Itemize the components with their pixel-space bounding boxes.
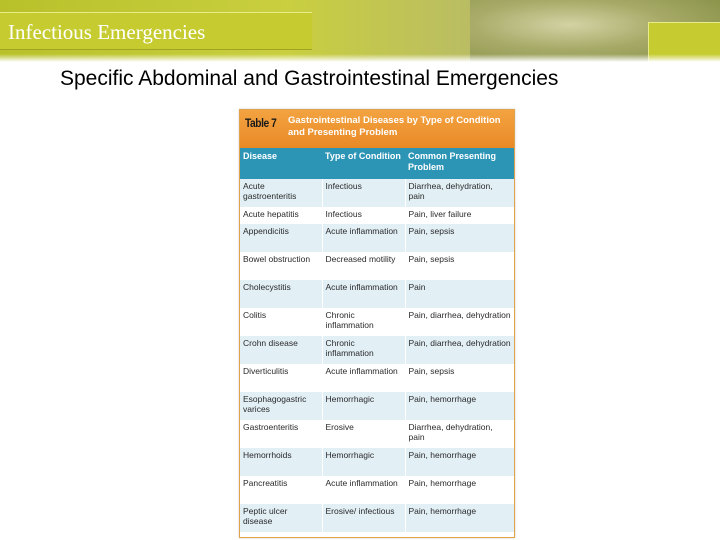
table-row <box>240 207 514 224</box>
cell-disease: Gastroenteritis <box>240 420 322 448</box>
column-header-row <box>240 148 514 179</box>
table-number: Table 7 <box>245 116 277 130</box>
cell-type: Decreased motility <box>322 252 405 280</box>
cell-problem: Pain, sepsis <box>405 224 514 252</box>
cell-type: Acute inflammation <box>322 364 405 392</box>
table-body <box>240 179 514 532</box>
cell-disease: Appendicitis <box>240 224 322 252</box>
table-row <box>240 476 514 504</box>
table-row <box>240 224 514 252</box>
cell-disease: Pancreatitis <box>240 476 322 504</box>
cell-problem: Pain, diarrhea, dehydration <box>405 336 514 364</box>
cell-problem: Diarrhea, dehydration, pain <box>405 420 514 448</box>
table-row <box>240 364 514 392</box>
cell-problem: Pain, liver failure <box>405 207 514 224</box>
banner-fade <box>0 54 720 62</box>
table-row <box>240 336 514 364</box>
cell-type: Erosive <box>322 420 405 448</box>
table-row <box>240 179 514 207</box>
table-row <box>240 280 514 308</box>
slide-subtitle: Specific Abdominal and Gastrointestinal Emergencies <box>60 67 559 90</box>
cell-type: Acute inflammation <box>322 224 405 252</box>
cell-disease: Cholecystitis <box>240 280 322 308</box>
table-row <box>240 448 514 476</box>
cell-problem: Pain, hemorrhage <box>405 448 514 476</box>
cell-type: Erosive/ infectious <box>322 504 405 532</box>
cell-disease: Esophagogastric varices <box>240 392 322 420</box>
cell-disease: Acute gastroenteritis <box>240 179 322 207</box>
cell-type: Hemorrhagic <box>322 448 405 476</box>
cell-problem: Pain, hemorrhage <box>405 504 514 532</box>
cell-type: Acute inflammation <box>322 476 405 504</box>
slide-title: Infectious Emergencies <box>8 20 206 44</box>
table-row <box>240 504 514 532</box>
cell-type: Infectious <box>322 179 405 207</box>
cell-type: Infectious <box>322 207 405 224</box>
cell-type: Hemorrhagic <box>322 392 405 420</box>
table-header <box>240 110 514 148</box>
cell-disease: Colitis <box>240 308 322 336</box>
cell-problem: Pain, hemorrhage <box>405 392 514 420</box>
column-header-problem: Common Presenting Problem <box>405 148 514 179</box>
table-caption: Gastrointestinal Diseases by Type of Condition and Presenting Problem <box>288 115 501 138</box>
table-row <box>240 392 514 420</box>
table-row <box>240 252 514 280</box>
table-row <box>240 420 514 448</box>
cell-problem: Pain <box>405 280 514 308</box>
header-banner <box>0 0 720 62</box>
cell-disease: Acute hepatitis <box>240 207 322 224</box>
disease-table <box>240 148 514 532</box>
disease-table-figure <box>239 109 515 538</box>
cell-type: Chronic inflammation <box>322 336 405 364</box>
cell-disease: Crohn disease <box>240 336 322 364</box>
column-header-type: Type of Condition <box>322 148 405 179</box>
cell-disease: Peptic ulcer disease <box>240 504 322 532</box>
column-header-disease: Disease <box>240 148 322 179</box>
cell-problem: Pain, hemorrhage <box>405 476 514 504</box>
cell-problem: Pain, diarrhea, dehydration <box>405 308 514 336</box>
cell-disease: Hemorrhoids <box>240 448 322 476</box>
cell-type: Acute inflammation <box>322 280 405 308</box>
cell-disease: Diverticulitis <box>240 364 322 392</box>
cell-problem: Pain, sepsis <box>405 364 514 392</box>
cell-problem: Diarrhea, dehydration, pain <box>405 179 514 207</box>
cell-type: Chronic inflammation <box>322 308 405 336</box>
cell-problem: Pain, sepsis <box>405 252 514 280</box>
table-row <box>240 308 514 336</box>
cell-disease: Bowel obstruction <box>240 252 322 280</box>
